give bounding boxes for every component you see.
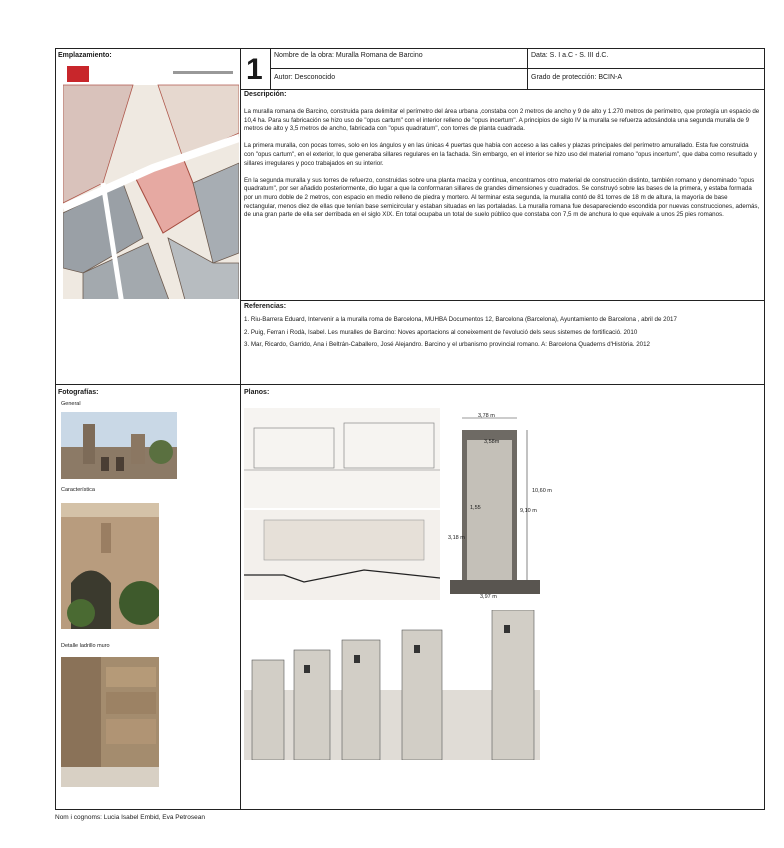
protection-field: Grado de protección: BCIN-A	[531, 74, 623, 81]
divider	[240, 48, 241, 810]
dimension-label: 3,18 m	[448, 535, 465, 541]
dimension-label: 9,10 m	[520, 508, 537, 514]
wall-cross-section	[442, 408, 546, 602]
photo-caption: Detalle ladrillo muro	[61, 643, 110, 649]
references-list	[244, 316, 760, 358]
date-field: Data: S. I a.C - S. III d.C.	[531, 52, 609, 59]
location-map	[63, 63, 239, 311]
wall-section-plan	[244, 510, 440, 600]
description-label: Descripción:	[244, 91, 287, 98]
description-paragraph: La primera muralla, con pocas torres, solo en los ángulos y en las únicas 4 puertas que había con acceso a las calles y plazas principales del perímetro amurallado. Esta fue construida con "opus cartum", en el exterior, lo que generaba sillares regulares en la fachada. Sin embargo, en el interior se hizo uso del material romano "opus incertum", que daba como resultado y sillares irregulares y poco trabajados en su interior.	[244, 142, 758, 167]
cadastral-map-image	[63, 63, 239, 311]
photo-brick-detail	[61, 657, 159, 787]
reference-item: 1. Riu-Barrera Eduard, Intervenir a la muralla roma de Barcelona, MUHBA Documentos 12, Barcelona (Barcelona), Ayuntamiento de Barcelona , abril de 2017	[244, 316, 677, 323]
author-field: Autor: Desconocido	[274, 74, 336, 81]
photo-characteristic	[61, 503, 159, 629]
references-label: Referencias:	[244, 303, 287, 310]
photos-label: Fotografías:	[58, 389, 99, 396]
divider	[240, 89, 765, 90]
dimension-label: 3,78 m	[478, 413, 495, 419]
dimension-label: 3,58m	[484, 439, 500, 445]
description-paragraph: En la segunda muralla y sus torres de refuerzo, construidas sobre una planta maciza y continua, encontramos otro material de construcción distinto, también romano y denominado "opus quadratum", por ser añadido posteriormente, dio lugar a que la conformaran sillares de grandes dimensiones y cuadrados. Se construyó sobre las bases de la primera, y estaba formada por un muro doble de 2 metros, con espacio en medio relleno de piedra y mortero. Al terminar esta segunda, la muralla contó de 81 torres de 18 m de altura, la mayoría de base rectangular, menos diez de ellas que tenían base semicircular y estaban situadas en las portaladas. La muralla romana fue desapareciendo escondida por nuevas construcciones, además, de una gran parte de ella ser derribada en el siglo XIX. En total ocupaba un total de suelo público que constaba con 7,5 m de anchura lo que equivale a unos 25 pies romanos.	[244, 176, 760, 219]
wall-elevation-plan	[244, 408, 440, 508]
dimension-label: 1,55	[470, 505, 481, 511]
sheet-number: 1	[246, 53, 263, 86]
dimension-label: 3,97 m	[480, 594, 497, 600]
description-paragraph: La muralla romana de Barcino, construida para delimitar el perímetro del área urbana ,constaba con 2 metros de ancho y 9 de alto y 1.270 metros de perímetro, que protegía un espacio de 10,4 ha. Para su fabricación se hizo uso de "opus cartum" con el interior relleno de "opus incertum". A principios de siglo IV la muralla se refuerza adosándola una segunda muralla de 9 metros de alto y 3,5 metros de ancho, fabricada con "opus quadratum", con torres de planta cuadrada.	[244, 108, 760, 133]
wall-towers-drawing	[244, 610, 540, 760]
work-name: Nombre de la obra: Muralla Romana de Barcino	[274, 52, 423, 59]
reference-item: 2. Puig, Ferran i Rodà, Isabel. Les muralles de Barcino: Noves aportacions al coneixement de l'evolució dels seus sistemes de fortificació. 2010	[244, 328, 638, 336]
divider	[270, 68, 765, 69]
divider	[240, 300, 765, 301]
plans-label: Planos:	[244, 389, 270, 396]
description-text	[244, 108, 760, 228]
reference-item: 3. Mar, Ricardo, Garrido, Ana i Beltrán-Caballero, José Alejandro. Barcino y el urbanismo provincial romano. A: Barcelona Quaderns d'Història. 2012	[244, 341, 650, 349]
authors-footer: Nom i cognoms: Lucia Isabel Embid, Eva Petrosean	[55, 814, 205, 821]
photo-general	[61, 412, 177, 479]
dimension-label: 10,60 m	[532, 488, 552, 494]
photo-caption: Característica	[61, 487, 95, 493]
divider	[55, 384, 765, 385]
photo-caption: General	[61, 401, 81, 407]
location-label: Emplazamiento:	[58, 52, 112, 59]
